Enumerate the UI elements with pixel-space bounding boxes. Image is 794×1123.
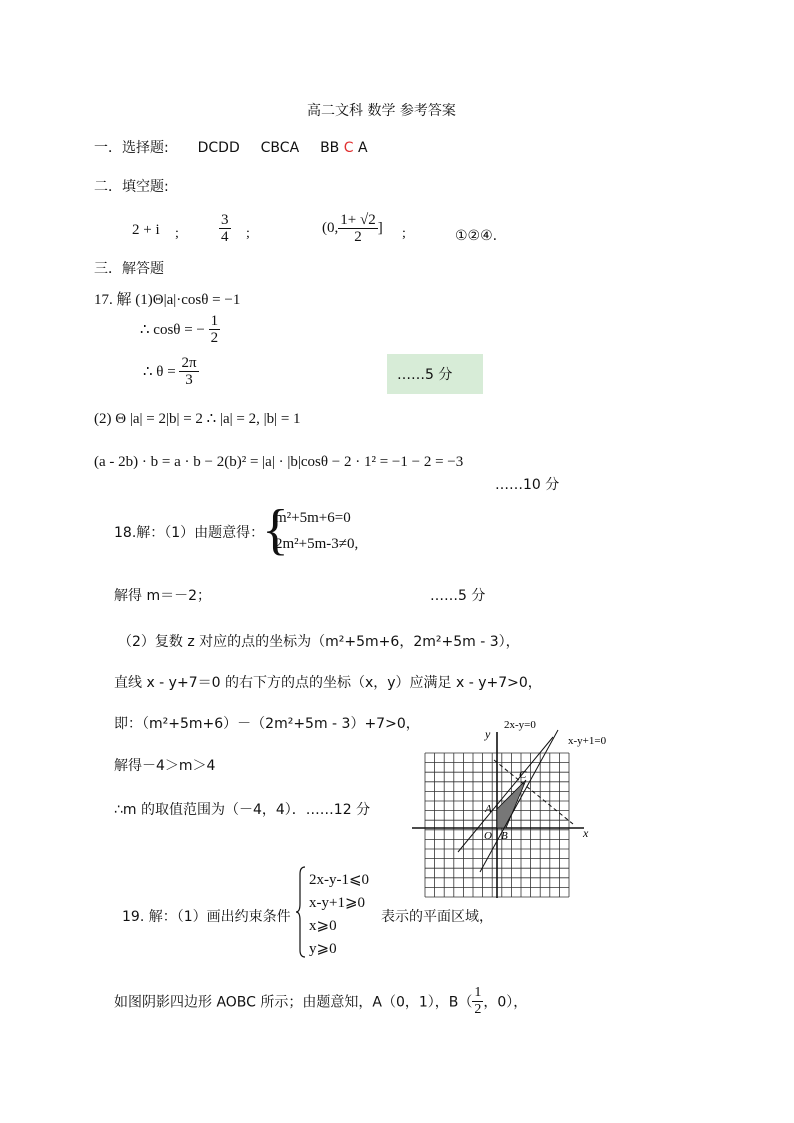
q17-line-4: (2) Θ |a| = 2|b| = 2 ∴ |a| = 2, |b| = 1 xyxy=(94,411,301,427)
point-b-label: B xyxy=(501,830,508,842)
fraction-numerator: 1+ √2 xyxy=(340,212,376,228)
q19-constraint-1: 2x-y-1⩽0 xyxy=(309,872,370,888)
q17-line-1: 17. 解 (1)Θ|a|·cosθ = −1 xyxy=(94,292,241,308)
fraction-numerator: 2π xyxy=(181,355,197,371)
fill-answer-4: ①②④. xyxy=(455,228,498,244)
section-fill-blank-label: 二．填空题: xyxy=(94,179,169,195)
section-multiple-choice xyxy=(94,137,368,157)
q19-line-2-tail: ，0）， xyxy=(483,994,528,1011)
answer-group-2: CBCA xyxy=(260,140,300,156)
fraction-denominator: 2 xyxy=(354,229,362,245)
q18-line-3: （2）复数 z 对应的点的坐标为（m²+5m+6，2m²+5m - 3）， xyxy=(118,634,520,650)
fraction-denominator: 4 xyxy=(221,229,229,245)
axis-x-label: x xyxy=(583,826,589,840)
answer-group-1: DCDD xyxy=(197,140,240,156)
fraction-denominator: 2 xyxy=(210,330,219,346)
q17-cos-expr: ∴ cosθ = − xyxy=(140,322,205,338)
q18-line-5: 即：（m²+5m+6）－（2m²+5m - 3）+7>0， xyxy=(114,716,420,732)
q18-lead: 18.解：（1）由题意得： xyxy=(114,525,265,541)
fraction-numerator: 1 xyxy=(474,985,482,1000)
q18-eq-2: 2m²+5m-3≠0, xyxy=(275,536,359,552)
fraction-denominator: 3 xyxy=(185,372,193,388)
separator-2: ; xyxy=(246,226,250,241)
fraction-numerator: 3 xyxy=(221,212,229,228)
q17-theta-expr: ∴ θ = xyxy=(143,364,176,380)
point-o-label: O xyxy=(484,830,492,842)
q19-tail: 表示的平面区域， xyxy=(381,909,493,925)
fraction-denominator: 2 xyxy=(474,1002,482,1017)
interval-open: (0, xyxy=(322,220,339,236)
fraction-numerator: 1 xyxy=(210,313,219,329)
system-brace-icon xyxy=(296,866,306,958)
point-a-label: A xyxy=(485,803,492,815)
system-brace: { xyxy=(262,499,289,561)
q18-score-1: ……5 分 xyxy=(430,588,486,604)
q17-score-1: ……5 分 xyxy=(397,367,453,383)
q17-score-2: ……10 分 xyxy=(495,477,560,493)
q19-line-2-text: 如图阴影四边形 AOBC 所示；由题意知，A（0，1），B（ xyxy=(114,994,473,1011)
answer-group-3-a: BB xyxy=(320,140,340,156)
feasible-region-figure xyxy=(408,712,618,902)
fill-answer-2 xyxy=(219,212,231,245)
fill-answer-3 xyxy=(322,212,383,245)
axis-y-label: y xyxy=(485,727,491,741)
q19-constraint-2: x-y+1⩾0 xyxy=(309,895,366,911)
separator-3: ; xyxy=(402,226,406,241)
q19-line-2 xyxy=(114,985,527,1018)
label-x-y+1-0: x-y+1=0 xyxy=(568,735,607,747)
q18-eq-1: m²+5m+6=0 xyxy=(275,510,351,526)
answer-group-3-d: A xyxy=(357,140,368,156)
section-solutions-label: 三．解答题 xyxy=(94,261,164,277)
q17-line-5: (a - 2b) · b = a · b − 2(b)² = |a| · |b|cosθ − 2 · 1² = −1 − 2 = −3 xyxy=(94,454,464,470)
q19-constraint-4: y⩾0 xyxy=(309,941,337,957)
q18-line-7: ∴m 的取值范围为（－4，4）．……12 分 xyxy=(114,802,371,818)
point-c-label: C xyxy=(519,769,527,781)
q18-line-6: 解得－4＞m＞4 xyxy=(114,758,216,774)
page-title: 高二文科 数学 参考答案 xyxy=(307,103,456,119)
separator-1: ; xyxy=(175,226,179,241)
q18-line-2: 解得 m＝－2； xyxy=(114,588,211,604)
q18-line-4: 直线 x - y+7＝0 的右下方的点的坐标（x，y）应满足 x - y+7>0， xyxy=(114,675,542,691)
label-2x-y-0: 2x-y=0 xyxy=(504,719,536,731)
q19-constraint-3: x⩾0 xyxy=(309,918,337,934)
section-label: 一．选择题: xyxy=(94,140,169,156)
fill-answer-1: 2 + i xyxy=(132,222,160,238)
q17-line-2 xyxy=(140,313,220,346)
interval-close: ] xyxy=(377,220,383,236)
answer-group-3-c: C xyxy=(343,140,354,156)
system-brace xyxy=(296,866,306,962)
q19-lead: 19. 解：（1）画出约束条件 xyxy=(122,909,291,925)
q17-line-3 xyxy=(143,355,199,388)
